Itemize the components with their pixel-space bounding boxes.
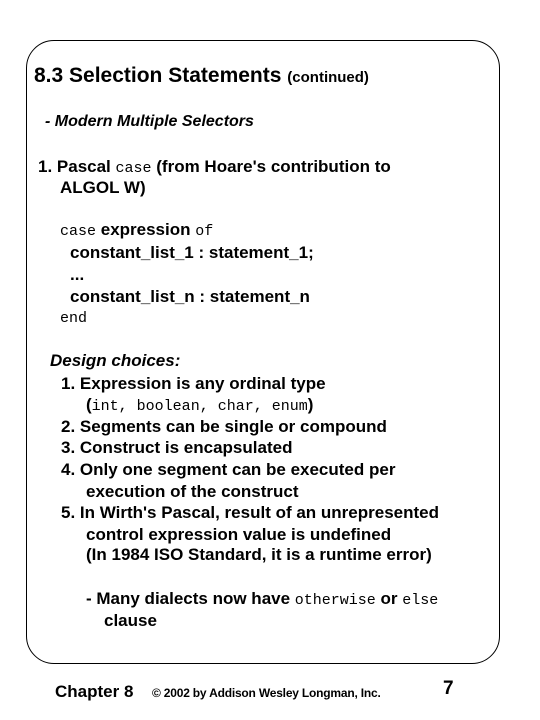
code-constant-list-n: constant_list_n : statement_n — [70, 287, 310, 306]
slide-title — [34, 64, 369, 88]
page-number: 7 — [443, 678, 454, 699]
title-main: 8.3 Selection Statements — [34, 64, 282, 87]
else-keyword: else — [402, 592, 439, 609]
case-keyword-code: case — [60, 223, 97, 240]
code-case-line: case expression of — [60, 220, 214, 240]
design-choice-2: 2. Segments can be single or compound — [61, 417, 387, 436]
dialects-line-2: clause — [104, 611, 157, 630]
case-keyword: case — [115, 160, 152, 177]
title-continued: (continued) — [287, 69, 369, 86]
design-choice-4-line-2: execution of the construct — [86, 482, 299, 501]
footer-copyright: © 2002 by Addison Wesley Longman, Inc. — [152, 686, 381, 700]
of-keyword: of — [195, 223, 214, 240]
design-choice-5-line-3: (In 1984 ISO Standard, it is a runtime error) — [86, 545, 432, 564]
end-keyword: end — [60, 310, 88, 327]
otherwise-keyword: otherwise — [294, 592, 376, 609]
code-constant-list-1: constant_list_1 : statement_1; — [70, 243, 314, 262]
design-choices-heading: Design choices: — [50, 351, 181, 370]
dialects-line-1: - Many dialects now have otherwise or else — [86, 589, 439, 609]
design-choice-5-line-2: control expression value is undefined — [86, 525, 392, 544]
design-choice-5-line-1: 5. In Wirth's Pascal, result of an unrepresented — [61, 503, 439, 522]
item-1-line-2: ALGOL W) — [60, 178, 146, 197]
design-choice-3: 3. Construct is encapsulated — [61, 438, 293, 457]
footer-chapter: Chapter 8 — [55, 682, 134, 701]
design-choice-4-line-1: 4. Only one segment can be executed per — [61, 460, 396, 479]
item-1-line-1: 1. Pascal case (from Hoare's contribution to — [38, 157, 391, 177]
design-choice-1-types: (int, boolean, char, enum) — [86, 395, 314, 415]
subtitle: - Modern Multiple Selectors — [45, 113, 254, 130]
design-choice-1: 1. Expression is any ordinal type — [61, 374, 326, 393]
code-dots: ... — [70, 265, 85, 284]
